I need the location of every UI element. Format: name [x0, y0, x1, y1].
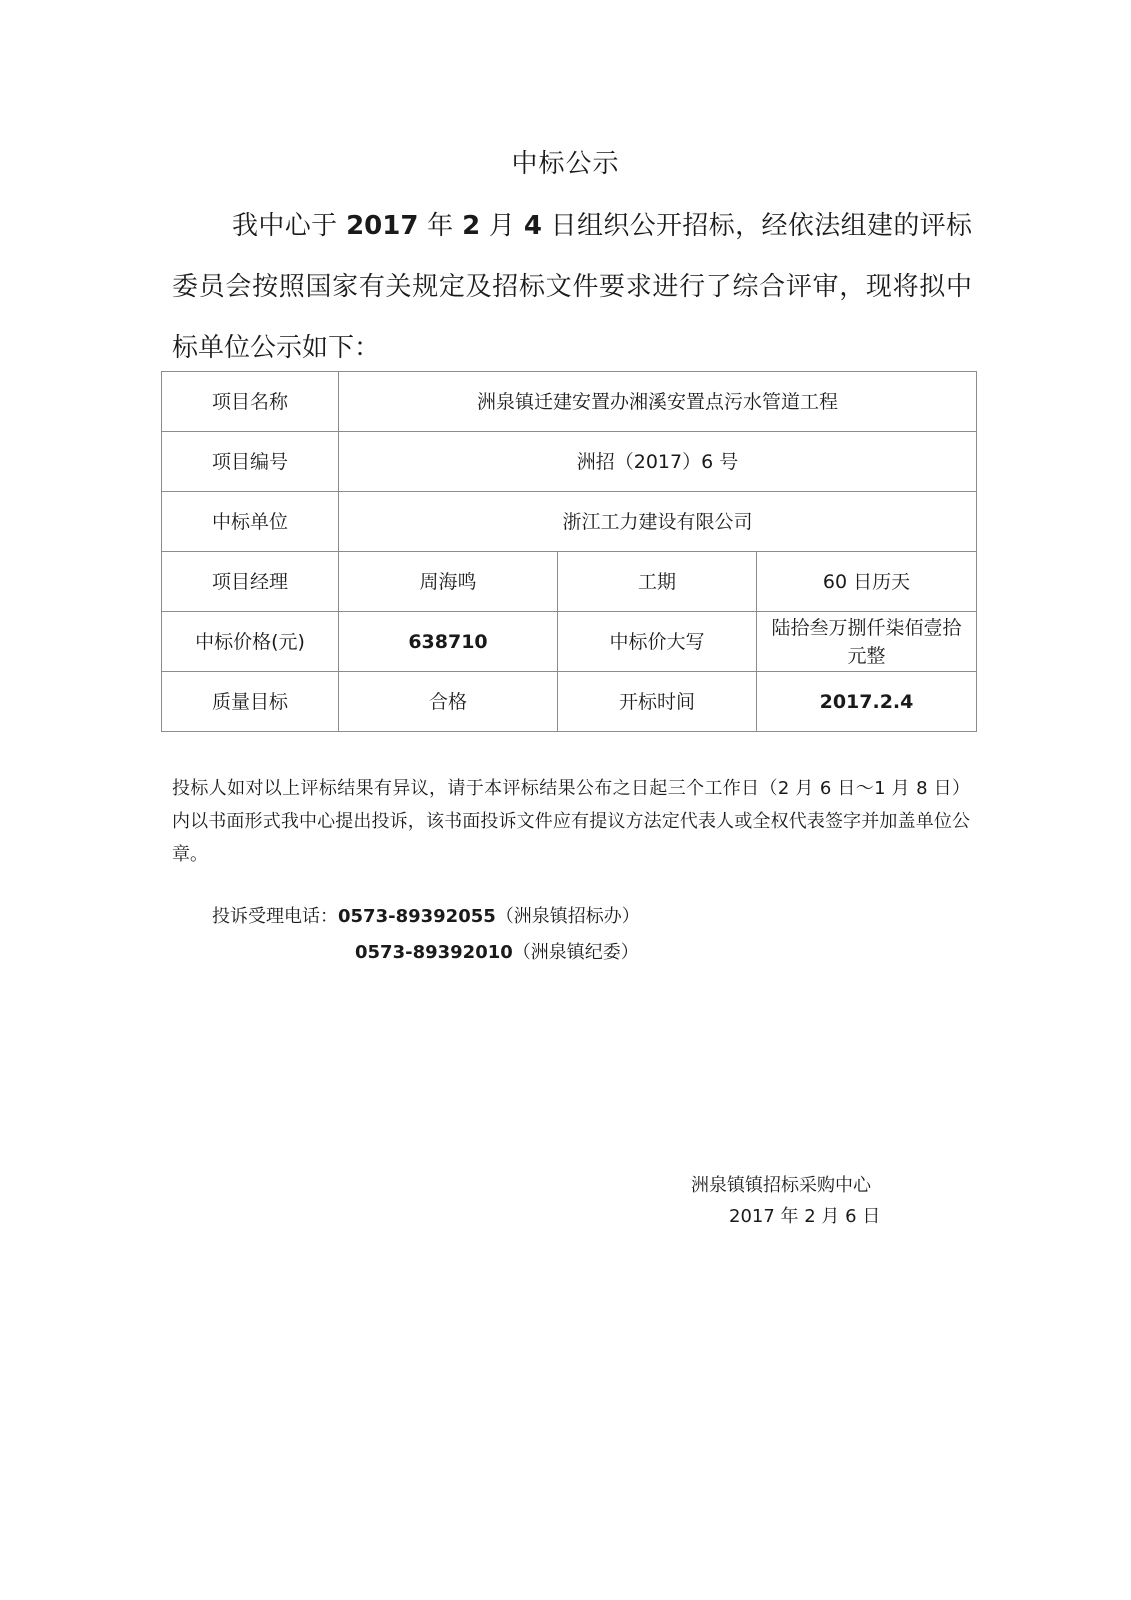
manager-label: 项目经理 — [162, 552, 339, 612]
phone-2: 0573-89392010 — [355, 942, 513, 963]
table-row — [162, 492, 977, 552]
intro-month: 2 — [462, 211, 481, 241]
intro-paragraph — [172, 196, 972, 379]
signature-date: 2017 年 2 月 6 日 — [729, 1206, 881, 1227]
project-name-label: 项目名称 — [162, 372, 339, 432]
phone-1: 0573-89392055 — [338, 906, 496, 927]
quality-value: 合格 — [339, 672, 558, 732]
open-time-value: 2017.2.4 — [757, 672, 977, 732]
manager-value: 周海鸣 — [339, 552, 558, 612]
open-time-label: 开标时间 — [558, 672, 757, 732]
document-title: 中标公示 — [511, 149, 620, 179]
period-value: 60 日历天 — [757, 552, 977, 612]
price-words-label: 中标价大写 — [558, 612, 757, 672]
complaint-note: 投标人如对以上评标结果有异议，请于本评标结果公布之日起三个工作日（2 月 6 日～1 月 8 日）内以书面形式我中心提出投诉，该书面投诉文件应有提议方法定代表人或全权代表签字并加盖单位公章。 — [172, 778, 970, 865]
period-label: 工期 — [558, 552, 757, 612]
intro-day: 4 — [523, 211, 542, 241]
winner-label: 中标单位 — [162, 492, 339, 552]
intro-year: 2017 — [346, 211, 419, 241]
intro-text-3: 月 — [488, 211, 516, 241]
contact-block — [212, 899, 640, 971]
signature-block — [691, 1170, 880, 1232]
project-no-value: 洲招（2017）6 号 — [339, 432, 977, 492]
price-words-value: 陆拾叁万捌仟柒佰壹拾元整 — [757, 612, 977, 672]
winner-value: 浙江工力建设有限公司 — [339, 492, 977, 552]
table-row — [162, 552, 977, 612]
price-value: 638710 — [339, 612, 558, 672]
contact-label: 投诉受理电话： — [212, 906, 338, 927]
contact-row-1 — [212, 899, 640, 935]
project-no-label: 项目编号 — [162, 432, 339, 492]
quality-label: 质量目标 — [162, 672, 339, 732]
table-row — [162, 672, 977, 732]
table-row — [162, 432, 977, 492]
intro-text-4: 日组织公开招标，经依法组建的评标委员会按照国家有关规定及招标文件要求进行了综合评审，现将拟中标单位公示如下： — [172, 211, 973, 363]
intro-text-2: 年 — [427, 211, 454, 241]
table-row — [162, 612, 977, 672]
phone-2-note: （洲泉镇纪委） — [512, 942, 639, 963]
signature-org: 洲泉镇镇招标采购中心 — [691, 1175, 871, 1196]
price-label: 中标价格(元) — [162, 612, 339, 672]
table-row — [162, 372, 977, 432]
intro-text-1: 我中心于 — [232, 211, 338, 241]
phone-1-note: （洲泉镇招标办） — [495, 906, 640, 927]
contact-row-2 — [212, 935, 640, 971]
bid-info-table — [161, 371, 977, 732]
project-name-value: 洲泉镇迁建安置办湘溪安置点污水管道工程 — [339, 372, 977, 432]
